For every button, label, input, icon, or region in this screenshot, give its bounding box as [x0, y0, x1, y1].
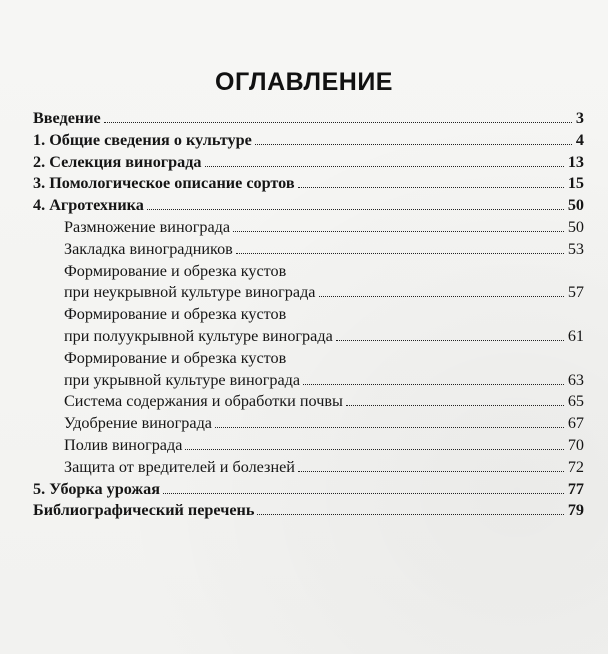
toc-entry — [33, 457, 584, 479]
toc-entry-text: 5. Уборка урожая — [33, 479, 161, 498]
toc-page-number: 61 — [567, 326, 584, 345]
dot-leader — [147, 209, 564, 210]
dot-leader — [257, 514, 563, 515]
toc-page-number: 50 — [567, 217, 584, 236]
table-of-contents — [33, 108, 584, 522]
toc-entry-text: Защита от вредителей и болезней — [64, 457, 295, 476]
dot-leader — [163, 493, 564, 494]
toc-page-number: 53 — [567, 239, 584, 258]
page-title: ОГЛАВЛЕНИЕ — [215, 68, 393, 96]
toc-page-number: 3 — [575, 109, 584, 127]
toc-entry — [33, 413, 584, 435]
dot-leader — [205, 166, 564, 167]
dot-leader — [346, 405, 564, 406]
toc-entry — [33, 217, 584, 239]
toc-entry-text: Формирование и обрезка кустов — [64, 348, 287, 367]
toc-entry-text: при неукрывной культуре винограда — [64, 283, 316, 302]
toc-entry — [33, 304, 584, 326]
dot-leader — [303, 384, 564, 385]
toc-entry-text: 2. Селекция винограда — [33, 152, 202, 171]
toc-entry — [33, 108, 584, 130]
toc-entry-text: Библиографический перечень — [33, 501, 255, 520]
toc-entry — [33, 500, 584, 522]
toc-page-number: 15 — [567, 174, 584, 193]
dot-leader — [336, 340, 564, 341]
toc-entry-text: при полуукрывной культуре винограда — [64, 326, 333, 345]
toc-page-number: 65 — [567, 392, 584, 411]
toc-entry — [33, 391, 584, 413]
toc-page-number: 50 — [567, 196, 584, 215]
dot-leader — [255, 144, 572, 145]
dot-leader — [215, 427, 564, 428]
toc-page-number: 4 — [575, 130, 584, 149]
dot-leader — [298, 471, 564, 472]
toc-entry-text: Система содержания и обработки почвы — [64, 392, 343, 411]
toc-entry-text: 4. Агротехника — [33, 196, 144, 215]
toc-entry-text: 3. Помологическое описание сортов — [33, 174, 295, 193]
toc-entry-text: Закладка виноградников — [64, 239, 233, 258]
toc-page-number: 79 — [567, 501, 584, 520]
toc-entry — [33, 479, 584, 501]
toc-page-number: 67 — [567, 414, 584, 433]
toc-entry — [33, 348, 584, 370]
dot-leader — [319, 296, 564, 297]
toc-entry-text: Удобрение винограда — [64, 414, 212, 433]
dot-leader — [104, 122, 572, 123]
toc-page-number: 63 — [567, 370, 584, 389]
toc-entry — [33, 282, 584, 304]
toc-entry-text: Введение — [33, 109, 101, 127]
dot-leader — [233, 231, 564, 232]
toc-page-number: 57 — [567, 283, 584, 302]
toc-entry — [33, 326, 584, 348]
toc-entry-text: Размножение винограда — [64, 217, 231, 236]
toc-entry — [33, 370, 584, 392]
toc-entry-text: Формирование и обрезка кустов — [64, 261, 287, 280]
dot-leader — [185, 449, 563, 450]
toc-page-number: 77 — [567, 479, 584, 498]
toc-entry-text: Формирование и обрезка кустов — [64, 305, 287, 324]
toc-page-number: 70 — [567, 435, 584, 454]
toc-entry — [33, 239, 584, 261]
toc-entry-text: при укрывной культуре винограда — [64, 370, 301, 389]
toc-entry — [33, 261, 584, 283]
dot-leader — [298, 187, 564, 188]
toc-entry — [33, 173, 584, 195]
toc-entry — [33, 152, 584, 174]
dot-leader — [236, 253, 564, 254]
toc-entry — [33, 130, 584, 152]
toc-entry — [33, 195, 584, 217]
toc-entry-text: 1. Общие сведения о культуре — [33, 130, 252, 149]
toc-entry-text: Полив винограда — [64, 435, 183, 454]
toc-page-number: 13 — [567, 152, 584, 171]
toc-entry — [33, 435, 584, 457]
toc-page-number: 72 — [567, 457, 584, 476]
